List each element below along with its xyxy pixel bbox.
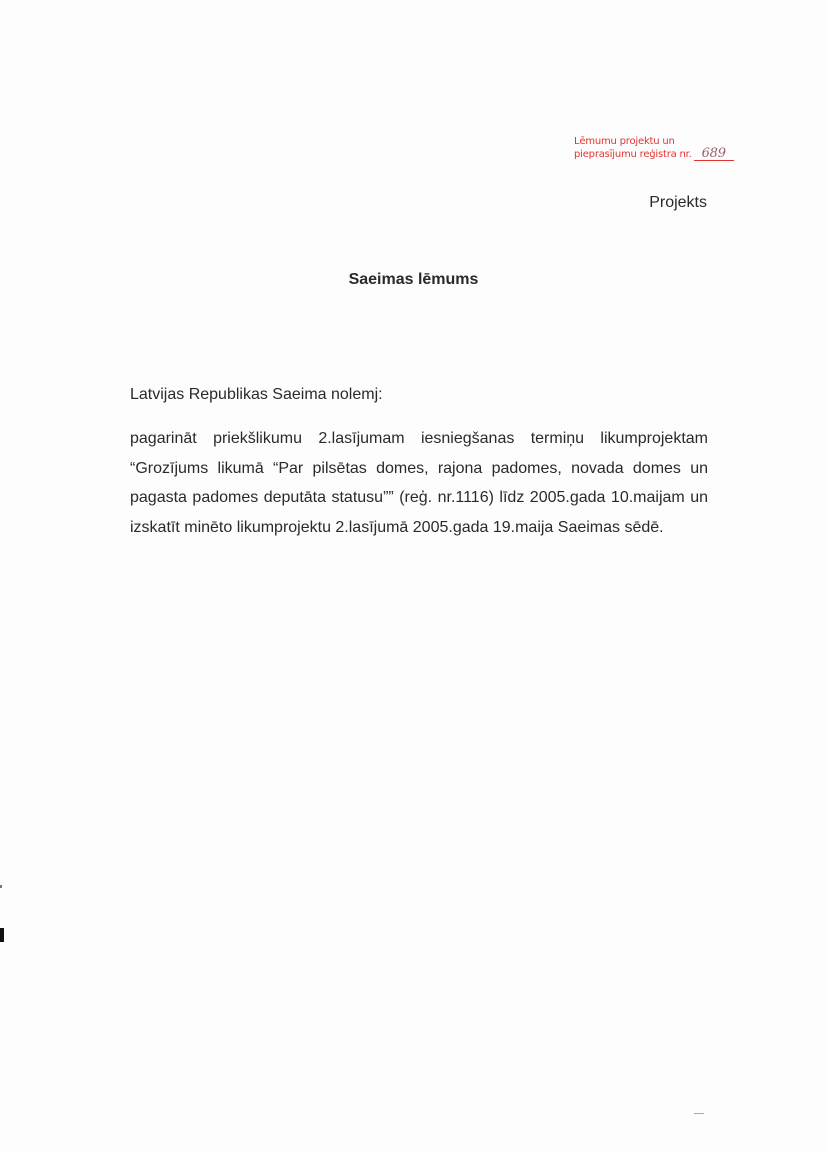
register-stamp-line2 [574, 148, 734, 161]
register-stamp [574, 136, 734, 161]
scan-dust-mark [694, 1113, 704, 1114]
scan-edge-mark [0, 928, 4, 942]
intro-paragraph: Latvijas Republikas Saeima nolemj: [130, 386, 383, 403]
document-title: Saeimas lēmums [348, 271, 479, 288]
register-stamp-line1: Lēmumu projektu un [574, 136, 675, 147]
scan-edge-mark [0, 885, 2, 888]
draft-label: Projekts [649, 194, 707, 211]
register-stamp-label: pieprasījumu reģistra nr. [574, 149, 692, 160]
register-number: 689 [694, 148, 734, 161]
decision-paragraph: pagarināt priekšlikumu 2.lasījumam iesniegšanas termiņu likumprojektam “Grozījums likumā “Par pilsētas domes, rajona padomes, novada domes un pagasta padomes deputāta statusu”” (reģ. nr.1116) līdz 2005.gada 10.maijam un izskatīt minēto likumprojektu 2.lasījumā 2005.gada 19.maija Saeimas sēdē. [130, 430, 708, 536]
